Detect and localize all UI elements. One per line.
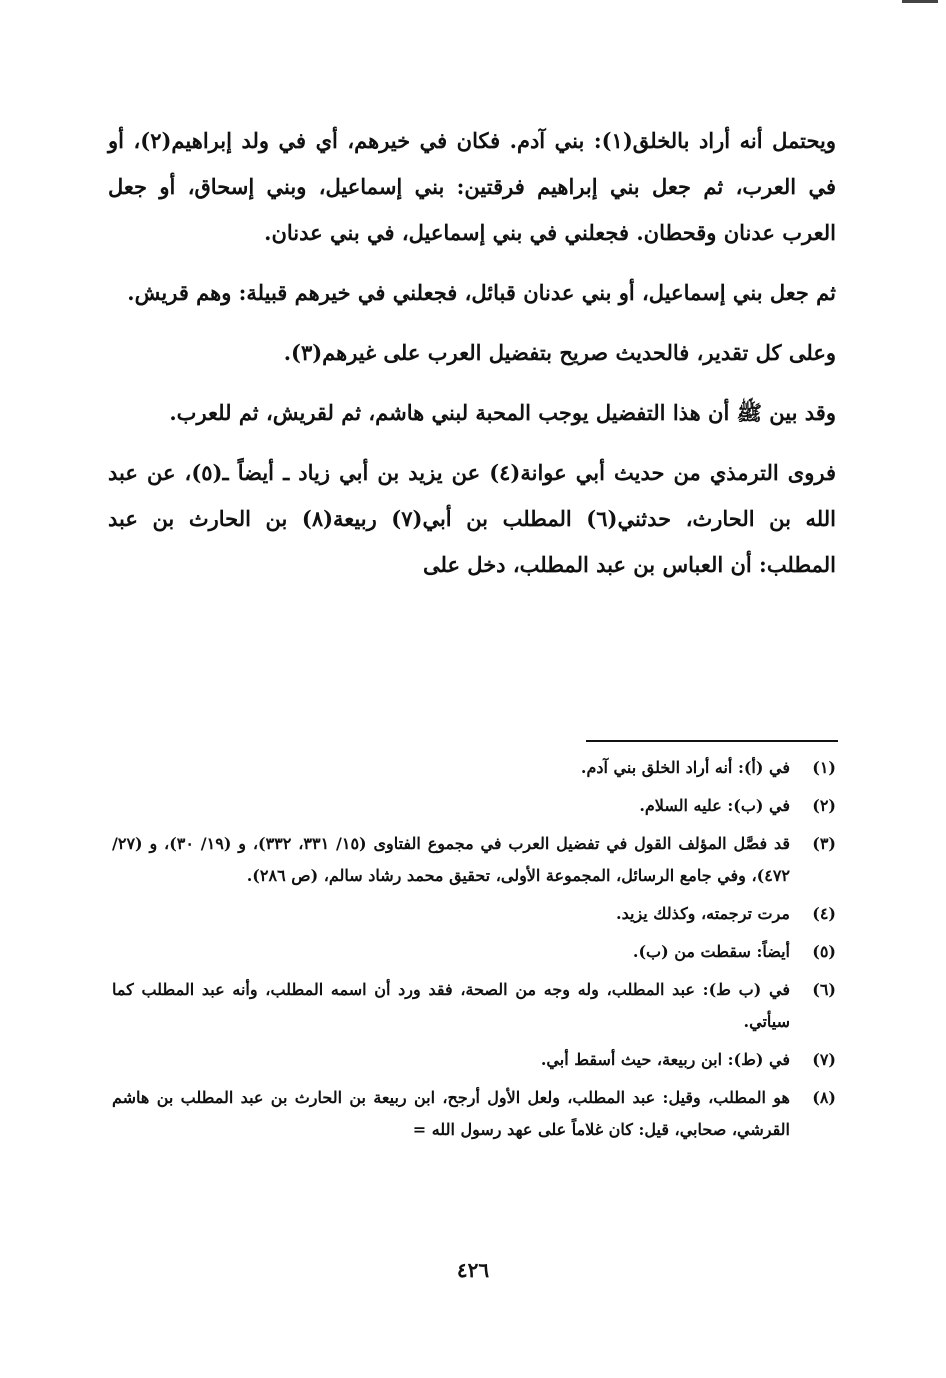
footnote-number: (٢)	[812, 796, 836, 815]
footnote-number: (٧)	[812, 1050, 836, 1069]
footnote-item	[112, 898, 836, 930]
footnote-item	[112, 1044, 836, 1076]
scan-edge-mark	[902, 0, 938, 3]
footnote-item	[112, 790, 836, 822]
footnote-text: في (ط): ابن ربيعة، حيث أسقط أبي.	[540, 1050, 790, 1069]
footnote-text: أيضاً: سقطت من (ب).	[632, 942, 790, 961]
footnote-item	[112, 752, 836, 784]
footnote-text: في (أ): أنه أراد الخلق بني آدم.	[580, 758, 790, 777]
footnote-number: (١)	[812, 758, 836, 777]
footnote-number: (٨)	[812, 1088, 836, 1107]
paragraph-5: فروى الترمذي من حديث أبي عوانة(٤) عن يزيد بن أبي زياد ـ أيضاً ـ(٥)، عن عبد الله بن الحارث، حدثني(٦) المطلب بن أبي(٧) ربيعة(٨) بن الحارث بن عبد المطلب: أن العباس بن عبد المطلب، دخل على	[108, 460, 836, 577]
footnote-number: (٣)	[812, 834, 836, 853]
footnote-number: (٥)	[812, 942, 836, 961]
paragraph-4: وقد بين ﷺ أن هذا التفضيل يوجب المحبة لبني هاشم، ثم لقريش، ثم للعرب.	[169, 400, 836, 425]
main-text	[108, 118, 836, 602]
footnote-item	[112, 828, 836, 892]
footnote-text: مرت ترجمته، وكذلك يزيد.	[616, 904, 790, 923]
footnotes-list	[112, 752, 836, 1152]
paragraph-3: وعلى كل تقدير، فالحديث صريح بتفضيل العرب على غيرهم(٣).	[283, 340, 836, 365]
footnote-number: (٤)	[812, 904, 836, 923]
footnote-item	[112, 1082, 836, 1146]
footnote-text: قد فصَّل المؤلف القول في تفضيل العرب في مجموع الفتاوى (١٥/ ٣٣١، ٣٣٢)، و (١٩/ ٣٠)، و (٢٧/ ٤٧٢)، وفي جامع الرسائل، المجموعة الأولى، تحقيق محمد رشاد سالم، (ص ٢٨٦).	[112, 834, 790, 885]
page-number: ٤٢٦	[456, 1258, 490, 1282]
footnote-separator	[586, 740, 838, 742]
footnote-text: في (ب ط): عبد المطلب، وله وجه من الصحة، فقد ورد أن اسمه المطلب، وأنه عبد المطلب كما سيأتي.	[112, 980, 790, 1031]
footnote-text: هو المطلب، وقيل: عبد المطلب، ولعل الأول أرجح، ابن ربيعة بن الحارث بن عبد المطلب بن هاشم القرشي، صحابي، قيل: كان غلاماً على عهد رسول الله =	[112, 1088, 790, 1139]
paragraph-2: ثم جعل بني إسماعيل، أو بني عدنان قبائل، فجعلني في خيرهم قبيلة: وهم قريش.	[127, 280, 836, 305]
footnote-item	[112, 936, 836, 968]
footnote-item	[112, 974, 836, 1038]
paragraph-1: ويحتمل أنه أراد بالخلق(١): بني آدم. فكان في خيرهم، أي في ولد إبراهيم(٢)، أو في العرب، ثم جعل بني إبراهيم فرقتين: بني إسماعيل، وبني إسحاق، أو جعل العرب عدنان وقحطان. فجعلني في بني إسماعيل، في بني عدنان.	[108, 128, 836, 245]
footnote-number: (٦)	[812, 980, 836, 999]
footnote-text: في (ب): عليه السلام.	[639, 796, 790, 815]
